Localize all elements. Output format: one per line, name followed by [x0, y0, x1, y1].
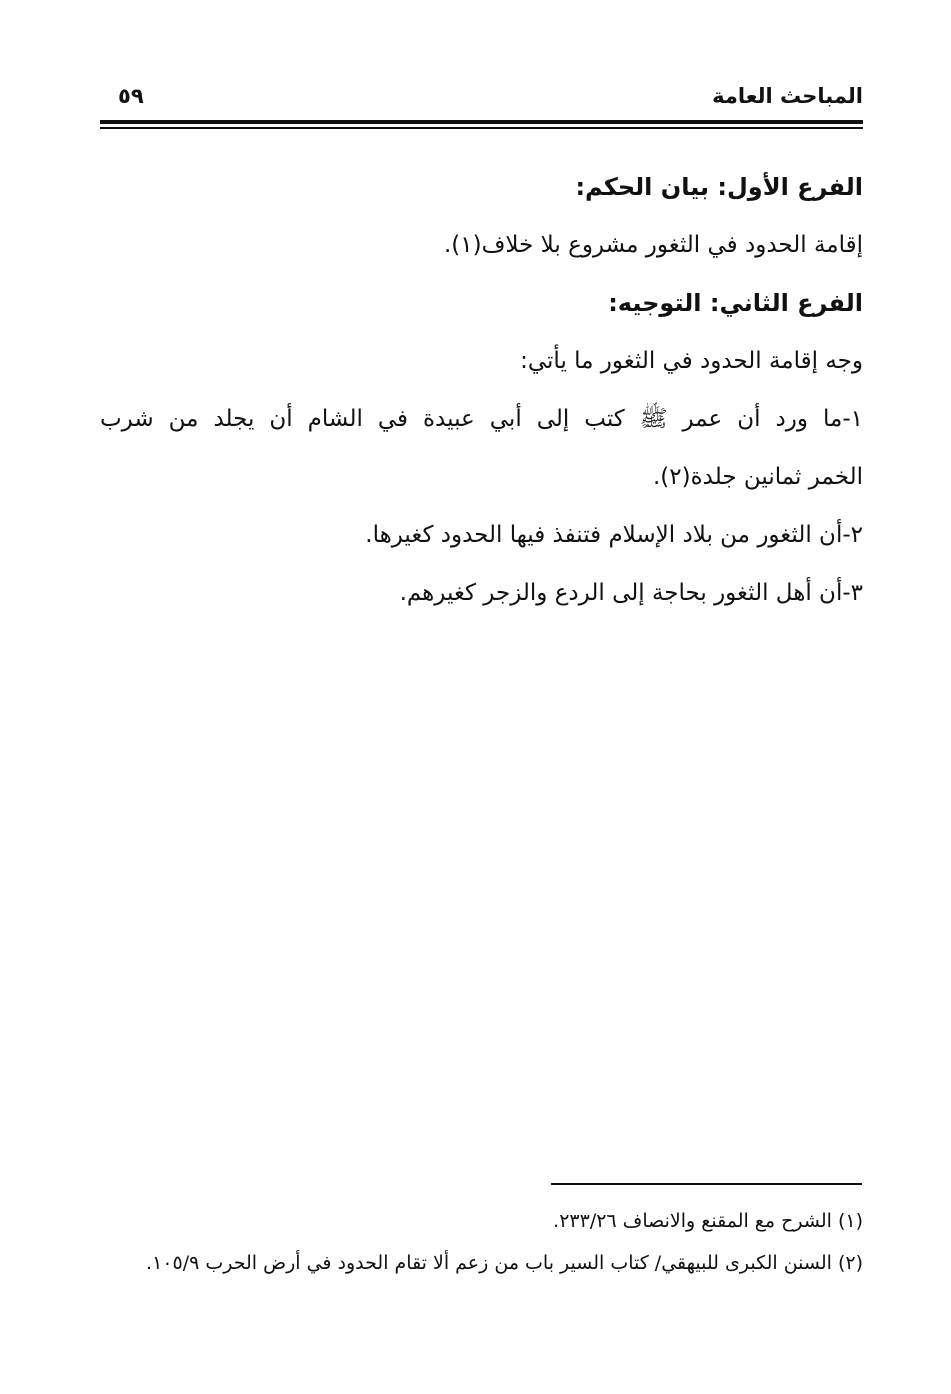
section-heading-ruling: الفرع الأول: بيان الحكم:: [575, 173, 863, 201]
footnote-1: (١) الشرح مع المقنع والانصاف ٢٣٣/٢٦.: [553, 1210, 863, 1232]
list-item-2: ٢-أن الثغور من بلاد الإسلام فتنفذ فيها الحدود كغيرها.: [365, 522, 863, 548]
section-heading-justification: الفرع الثاني: التوجيه:: [608, 289, 863, 317]
list-item-3: ٣-أن أهل الثغور بحاجة إلى الردع والزجر كغيرهم.: [399, 580, 863, 606]
ruling-paragraph: إقامة الحدود في الثغور مشروع بلا خلاف(١).: [443, 232, 863, 258]
justification-intro: وجه إقامة الحدود في الثغور ما يأتي:: [520, 348, 863, 374]
list-item-1-line-1: ١-ما ورد أن عمر ﷺ كتب إلى أبي عبيدة في الشام أن يجلد من شرب: [100, 406, 863, 432]
footnote-2: (٢) السنن الكبرى للبيهقي/ كتاب السير باب من زعم ألا تقام الحدود في أرض الحرب ١٠٥/٩.: [146, 1252, 863, 1274]
header-rule-thick: [100, 120, 863, 124]
footnote-separator: [551, 1183, 862, 1185]
header-rule-thin: [100, 127, 863, 129]
main-text: [100, 158, 863, 622]
running-header: [100, 82, 863, 116]
running-title: المباحث العامة: [712, 84, 863, 108]
footnotes: [100, 1200, 863, 1284]
page-number: ٥٩: [118, 84, 144, 108]
list-item-1-line-2: الخمر ثمانين جلدة(٢).: [653, 464, 863, 490]
